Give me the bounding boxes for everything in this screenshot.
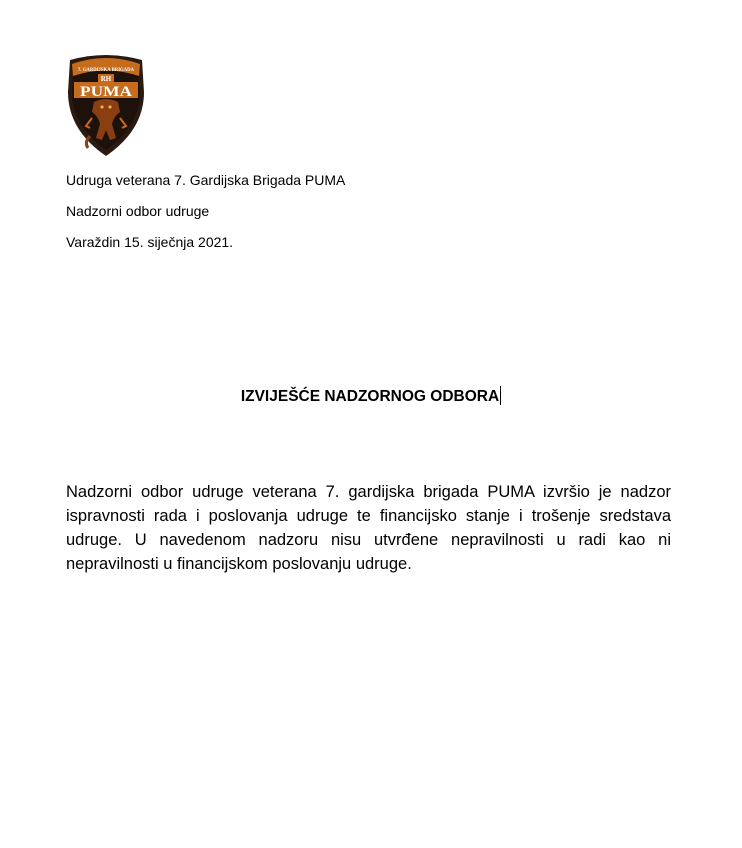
logo-name-text: PUMA (80, 84, 133, 100)
report-body: Nadzorni odbor udruge veterana 7. gardijska brigada PUMA izvršio je nadzor ispravnosti rada i poslovanja udruge te financijsko stanje i trošenje sredstava udruge. U navedenom nadzoru nisu utvrđene nepravilnosti u radi kao ni nepravilnosti u financijskom poslovanju udruge. (66, 483, 671, 573)
organization-name: Udruga veterana 7. Gardijska Brigada PUMA (66, 172, 346, 188)
puma-brigade-emblem-icon (64, 52, 148, 158)
document-title: IZVIJEŠĆE NADZORNOG ODBORA (240, 388, 500, 405)
logo-badge-text: RH (100, 75, 112, 83)
text-cursor (500, 386, 501, 405)
logo-top-text: 7. GARDIJSKA BRIGADA (78, 67, 135, 73)
place-and-date: Varaždin 15. siječnja 2021. (66, 234, 234, 250)
document-title-container (0, 386, 742, 407)
board-name: Nadzorni odbor udruge (66, 203, 210, 219)
